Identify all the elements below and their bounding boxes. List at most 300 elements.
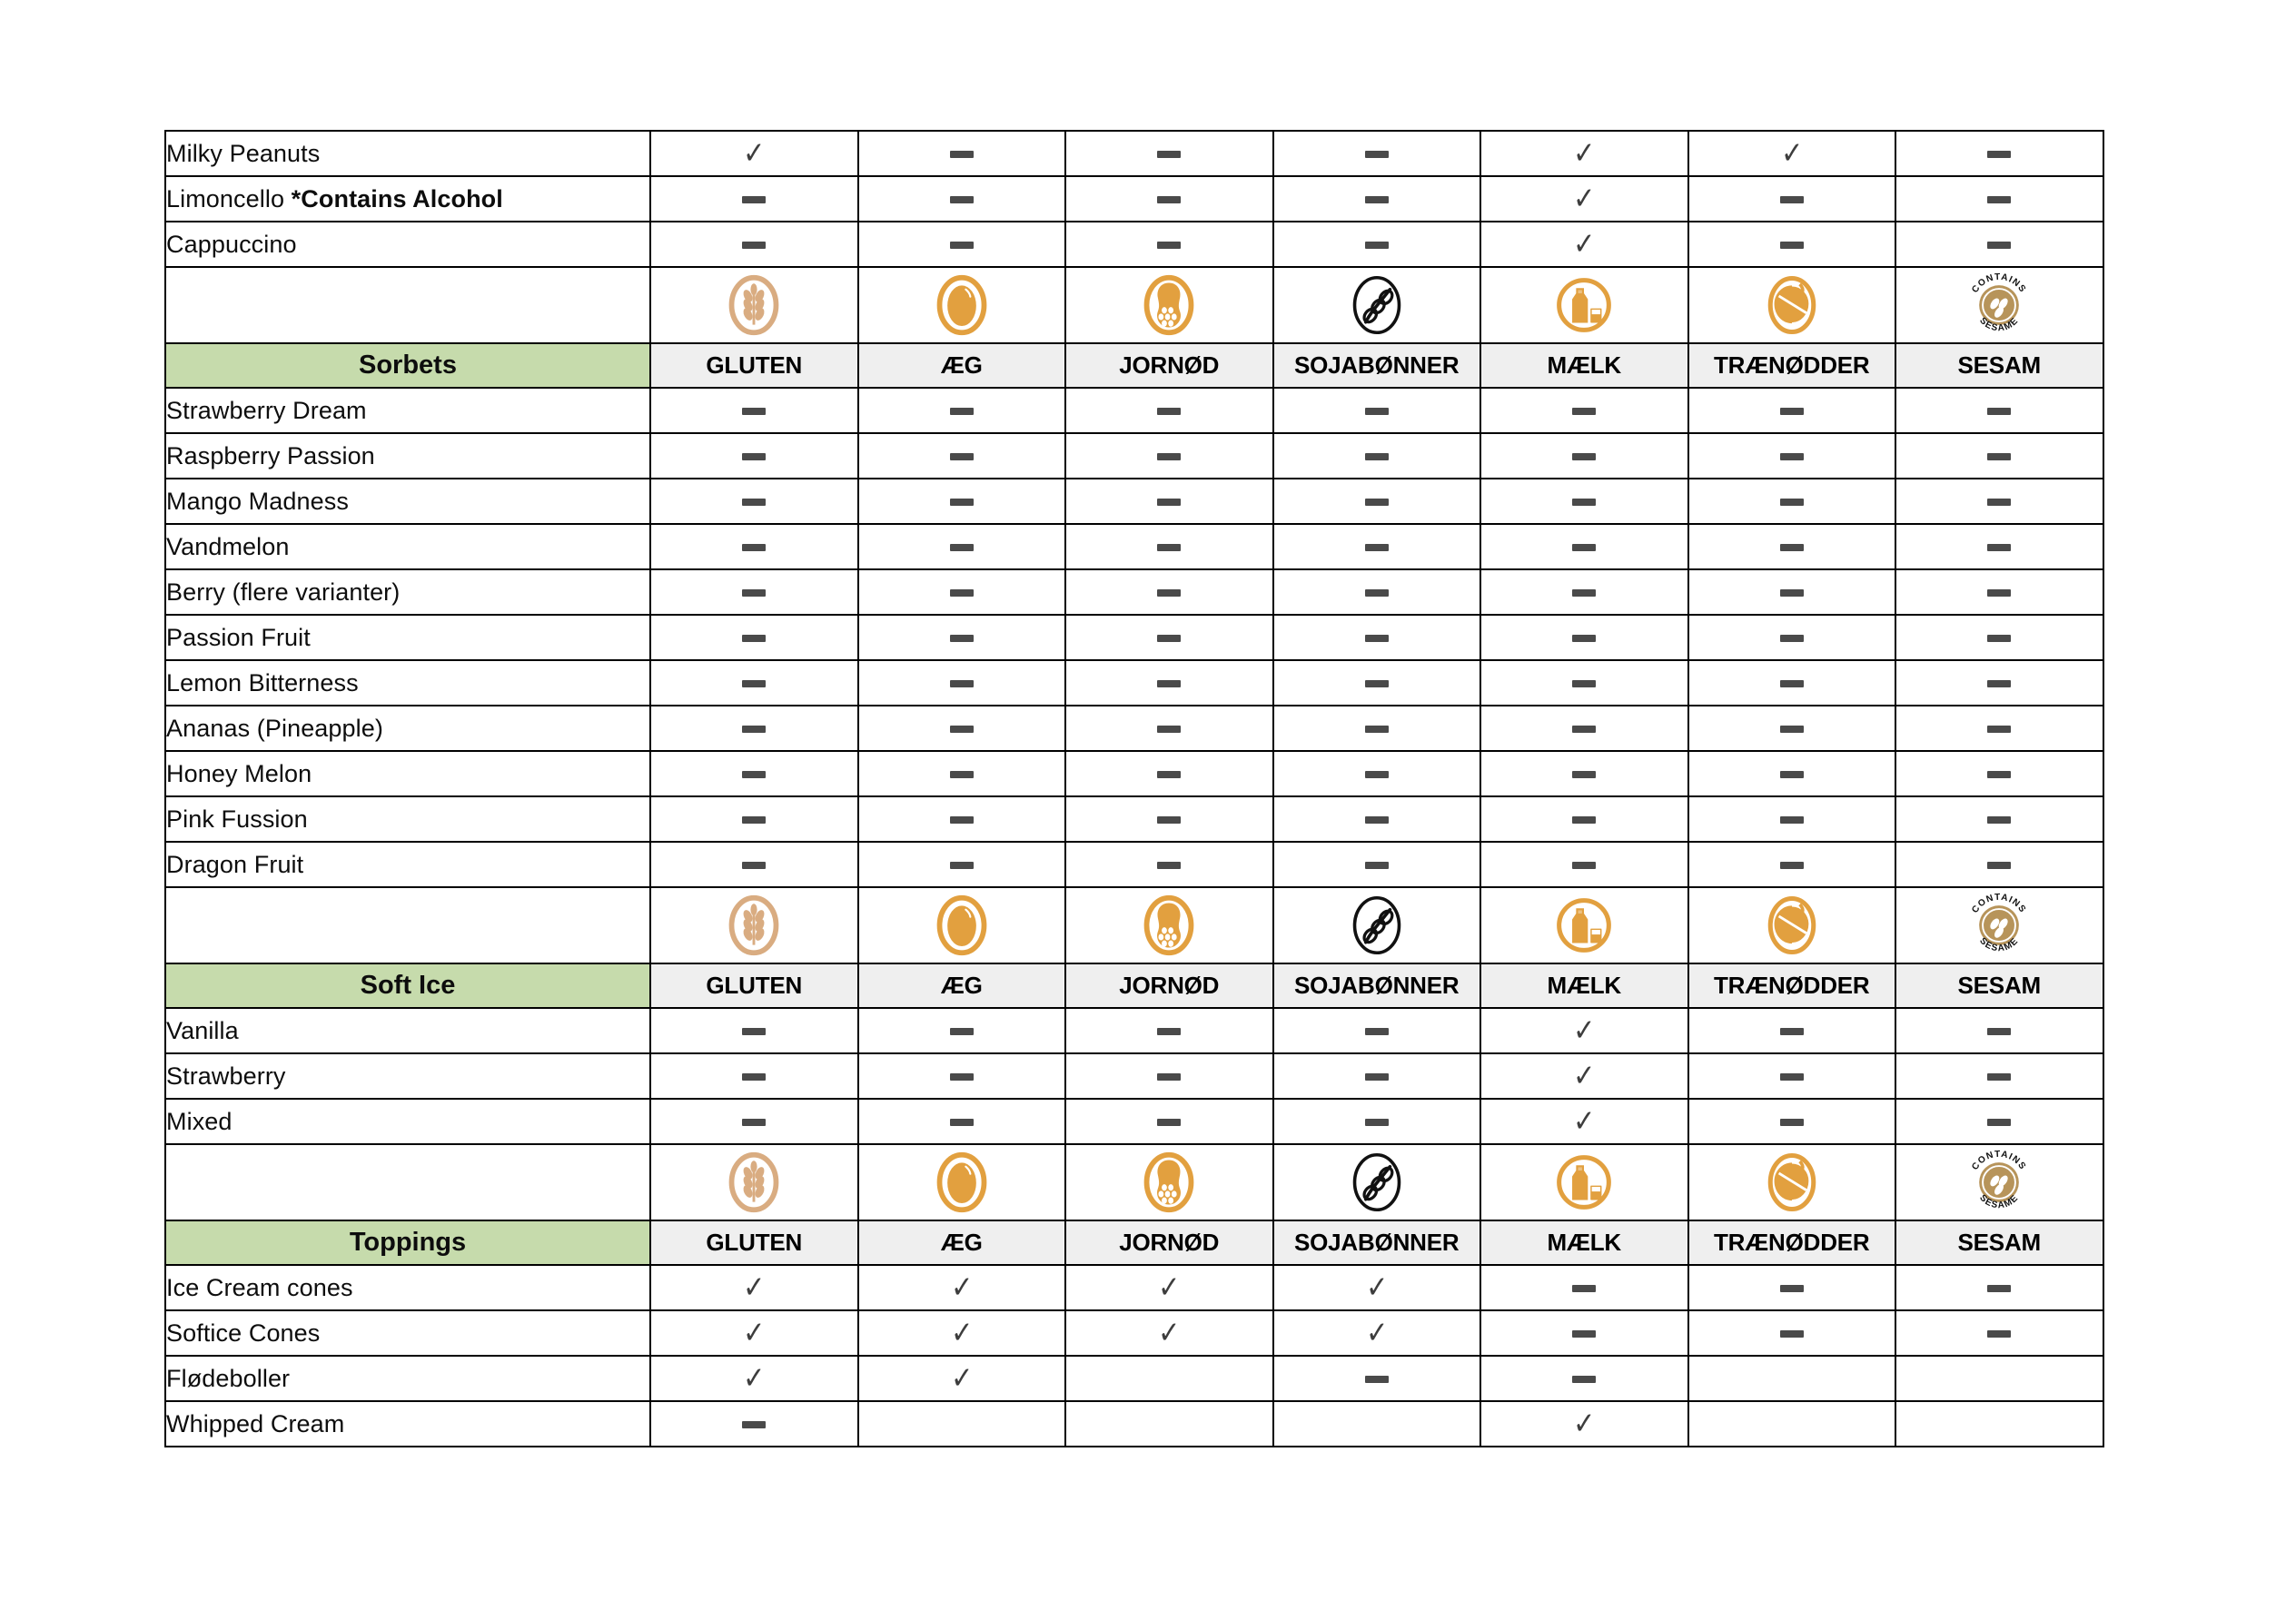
- egg-icon: [929, 1174, 995, 1190]
- allergen-cell-æg: [858, 569, 1066, 615]
- absent-dash-icon: [742, 1119, 766, 1126]
- allergen-cell-sesam: [1895, 176, 2103, 222]
- allergen-header-mælk: MÆLK: [1480, 343, 1688, 388]
- table-row: [165, 479, 2103, 524]
- absent-dash-icon: [1572, 771, 1596, 778]
- allergen-icon-cell: [1273, 1144, 1481, 1220]
- allergen-cell-æg: [858, 176, 1066, 222]
- allergen-cell-trænødder: [1688, 1310, 1896, 1356]
- absent-dash-icon: [950, 544, 974, 551]
- section-header-row: [165, 343, 2103, 388]
- allergen-cell-sesam: [1895, 706, 2103, 751]
- section-title: Sorbets: [165, 343, 650, 388]
- absent-dash-icon: [1157, 408, 1181, 415]
- allergen-cell-gluten: [650, 706, 858, 751]
- milk-icon: [1551, 297, 1617, 312]
- allergen-cell-æg: [858, 1099, 1066, 1144]
- absent-dash-icon: [1780, 1073, 1804, 1081]
- allergen-cell-jornød: [1065, 1310, 1273, 1356]
- allergen-header-sesam: SESAM: [1895, 963, 2103, 1008]
- allergen-cell-sojabønner: [1273, 1099, 1481, 1144]
- section-header-row: [165, 963, 2103, 1008]
- soybean-icon: [1344, 297, 1410, 312]
- absent-dash-icon: [950, 151, 974, 158]
- absent-dash-icon: [1572, 544, 1596, 551]
- allergen-cell-æg: [858, 1053, 1066, 1099]
- allergen-cell-sojabønner: [1273, 796, 1481, 842]
- treenut-icon: [1759, 917, 1825, 933]
- allergen-cell-sojabønner: [1273, 1008, 1481, 1053]
- allergen-icon-cell: [1273, 887, 1481, 963]
- allergen-cell-jornød: [1065, 1008, 1273, 1053]
- svg-text:CONTAINS: CONTAINS: [1970, 892, 2029, 915]
- peanut-icon: [1136, 297, 1202, 312]
- allergen-header-mælk: MÆLK: [1480, 963, 1688, 1008]
- absent-dash-icon: [1780, 242, 1804, 249]
- contains-check-icon: ✓: [1573, 1012, 1596, 1049]
- item-name-cell: Passion Fruit: [165, 615, 650, 660]
- item-name-cell: Ice Cream cones: [165, 1265, 650, 1310]
- allergen-icon-row: [165, 267, 2103, 343]
- allergen-cell-æg: [858, 1356, 1066, 1401]
- absent-dash-icon: [950, 499, 974, 506]
- absent-dash-icon: [1780, 726, 1804, 733]
- absent-dash-icon: [1365, 862, 1389, 869]
- allergen-cell-sojabønner: [1273, 1053, 1481, 1099]
- allergen-cell-sojabønner: [1273, 222, 1481, 267]
- absent-dash-icon: [742, 771, 766, 778]
- absent-dash-icon: [950, 453, 974, 460]
- item-name-cell: Dragon Fruit: [165, 842, 650, 887]
- item-name-cell: Raspberry Passion: [165, 433, 650, 479]
- item-name-cell: Vandmelon: [165, 524, 650, 569]
- allergen-cell-sojabønner: [1273, 660, 1481, 706]
- svg-text:SESAME: SESAME: [1977, 315, 2022, 334]
- wheat-icon: [721, 1174, 787, 1190]
- contains-check-icon: ✓: [743, 1360, 766, 1397]
- allergen-icon-cell: [650, 887, 858, 963]
- absent-dash-icon: [1157, 816, 1181, 824]
- soybean-icon: [1344, 917, 1410, 933]
- allergen-cell-sojabønner: [1273, 706, 1481, 751]
- absent-dash-icon: [1572, 726, 1596, 733]
- svg-text:SESAME: SESAME: [1977, 1192, 2022, 1211]
- allergen-cell-gluten: [650, 842, 858, 887]
- allergen-cell-æg: [858, 524, 1066, 569]
- absent-dash-icon: [1365, 635, 1389, 642]
- absent-dash-icon: [1365, 680, 1389, 687]
- allergen-icon-cell: [650, 1144, 858, 1220]
- item-name-cell: Strawberry Dream: [165, 388, 650, 433]
- allergen-cell-trænødder: [1688, 796, 1896, 842]
- allergen-cell-trænødder: [1688, 479, 1896, 524]
- allergen-cell-gluten: [650, 1356, 858, 1401]
- icon-row-spacer: [165, 1144, 650, 1220]
- milk-icon: [1551, 917, 1617, 933]
- absent-dash-icon: [1365, 589, 1389, 597]
- allergen-cell-sojabønner: [1273, 1265, 1481, 1310]
- allergen-icon-cell: [858, 887, 1066, 963]
- allergen-header-gluten: GLUTEN: [650, 1220, 858, 1265]
- contains-check-icon: ✓: [1158, 1269, 1181, 1306]
- allergen-icon-cell: [1688, 1144, 1896, 1220]
- allergen-cell-sesam: [1895, 524, 2103, 569]
- svg-text:SESAME: SESAME: [1977, 935, 2022, 954]
- absent-dash-icon: [1365, 196, 1389, 203]
- absent-dash-icon: [1987, 726, 2011, 733]
- allergen-cell-æg: [858, 388, 1066, 433]
- sesame-icon: [1964, 1149, 2034, 1211]
- peanut-icon: [1136, 1174, 1202, 1190]
- allergen-header-æg: ÆG: [858, 963, 1066, 1008]
- allergen-icon-cell: [650, 267, 858, 343]
- absent-dash-icon: [1780, 816, 1804, 824]
- item-name-cell: Pink Fussion: [165, 796, 650, 842]
- sesame-icon: [1964, 272, 2034, 334]
- absent-dash-icon: [742, 196, 766, 203]
- contains-check-icon: ✓: [1780, 135, 1803, 172]
- allergen-table: [164, 130, 2104, 1447]
- absent-dash-icon: [1157, 453, 1181, 460]
- allergen-cell-gluten: [650, 569, 858, 615]
- allergen-cell-mælk: [1480, 569, 1688, 615]
- section-title: Toppings: [165, 1220, 650, 1265]
- contains-check-icon: ✓: [743, 135, 766, 172]
- egg-icon: [929, 917, 995, 933]
- item-name-cell: Honey Melon: [165, 751, 650, 796]
- absent-dash-icon: [950, 862, 974, 869]
- allergen-cell-jornød: [1065, 433, 1273, 479]
- item-name-note: *Contains Alcohol: [291, 184, 503, 212]
- allergen-icon-cell: [1895, 1144, 2103, 1220]
- absent-dash-icon: [950, 816, 974, 824]
- allergen-cell-æg: [858, 131, 1066, 176]
- absent-dash-icon: [1365, 1073, 1389, 1081]
- allergen-cell-sesam: [1895, 1053, 2103, 1099]
- allergen-cell-jornød: [1065, 176, 1273, 222]
- allergen-icon-row: [165, 887, 2103, 963]
- absent-dash-icon: [950, 1073, 974, 1081]
- absent-dash-icon: [1365, 499, 1389, 506]
- table-row: [165, 660, 2103, 706]
- allergen-cell-trænødder: [1688, 706, 1896, 751]
- absent-dash-icon: [1987, 242, 2011, 249]
- allergen-header-gluten: GLUTEN: [650, 343, 858, 388]
- absent-dash-icon: [1780, 1330, 1804, 1338]
- allergen-cell-sesam: [1895, 660, 2103, 706]
- allergen-cell-trænødder: [1688, 176, 1896, 222]
- absent-dash-icon: [1987, 453, 2011, 460]
- absent-dash-icon: [1157, 151, 1181, 158]
- allergen-cell-sesam: [1895, 131, 2103, 176]
- icon-row-spacer: [165, 887, 650, 963]
- absent-dash-icon: [1987, 1028, 2011, 1035]
- svg-text:CONTAINS: CONTAINS: [1970, 272, 2029, 295]
- absent-dash-icon: [1572, 862, 1596, 869]
- absent-dash-icon: [742, 499, 766, 506]
- absent-dash-icon: [1987, 1330, 2011, 1338]
- allergen-cell-mælk: [1480, 1401, 1688, 1447]
- allergen-cell-sesam: [1895, 1099, 2103, 1144]
- absent-dash-icon: [742, 1028, 766, 1035]
- absent-dash-icon: [1157, 196, 1181, 203]
- allergen-cell-mælk: [1480, 1053, 1688, 1099]
- allergen-cell-trænødder: [1688, 1401, 1896, 1447]
- allergen-cell-jornød: [1065, 842, 1273, 887]
- allergen-cell-gluten: [650, 1265, 858, 1310]
- peanut-icon: [1136, 917, 1202, 933]
- absent-dash-icon: [1572, 635, 1596, 642]
- allergen-cell-trænødder: [1688, 1053, 1896, 1099]
- allergen-cell-sojabønner: [1273, 176, 1481, 222]
- allergen-icon-cell: [1895, 267, 2103, 343]
- allergen-cell-sojabønner: [1273, 751, 1481, 796]
- allergen-cell-sojabønner: [1273, 524, 1481, 569]
- allergen-cell-mælk: [1480, 388, 1688, 433]
- absent-dash-icon: [1157, 635, 1181, 642]
- table-row: [165, 1053, 2103, 1099]
- item-name-cell: Cappuccino: [165, 222, 650, 267]
- allergen-cell-jornød: [1065, 1401, 1273, 1447]
- allergen-cell-mælk: [1480, 842, 1688, 887]
- allergen-cell-æg: [858, 751, 1066, 796]
- table-row: [165, 176, 2103, 222]
- absent-dash-icon: [1780, 453, 1804, 460]
- svg-text:CONTAINS: CONTAINS: [1970, 1149, 2029, 1172]
- contains-check-icon: ✓: [1365, 1269, 1388, 1306]
- allergen-cell-sesam: [1895, 569, 2103, 615]
- allergen-cell-mælk: [1480, 751, 1688, 796]
- absent-dash-icon: [1780, 589, 1804, 597]
- allergen-cell-gluten: [650, 524, 858, 569]
- table-row: [165, 1099, 2103, 1144]
- absent-dash-icon: [1572, 816, 1596, 824]
- allergen-cell-gluten: [650, 479, 858, 524]
- allergen-icon-cell: [1065, 887, 1273, 963]
- allergen-cell-gluten: [650, 433, 858, 479]
- allergen-header-mælk: MÆLK: [1480, 1220, 1688, 1265]
- item-name-cell: Flødeboller: [165, 1356, 650, 1401]
- egg-icon: [929, 297, 995, 312]
- absent-dash-icon: [1365, 408, 1389, 415]
- absent-dash-icon: [950, 680, 974, 687]
- allergen-cell-sesam: [1895, 1310, 2103, 1356]
- sesame-icon: [1964, 892, 2034, 954]
- absent-dash-icon: [1987, 635, 2011, 642]
- table-row: [165, 1356, 2103, 1401]
- allergen-header-æg: ÆG: [858, 343, 1066, 388]
- allergen-cell-trænødder: [1688, 1265, 1896, 1310]
- table-row: [165, 1401, 2103, 1447]
- allergen-cell-mælk: [1480, 796, 1688, 842]
- absent-dash-icon: [742, 242, 766, 249]
- absent-dash-icon: [1780, 499, 1804, 506]
- allergen-icon-cell: [1688, 267, 1896, 343]
- allergen-cell-sesam: [1895, 796, 2103, 842]
- wheat-icon: [721, 297, 787, 312]
- absent-dash-icon: [1157, 544, 1181, 551]
- table-row: [165, 615, 2103, 660]
- allergen-cell-jornød: [1065, 524, 1273, 569]
- absent-dash-icon: [1157, 680, 1181, 687]
- allergen-cell-mælk: [1480, 524, 1688, 569]
- allergen-cell-jornød: [1065, 796, 1273, 842]
- allergen-cell-trænødder: [1688, 131, 1896, 176]
- allergen-cell-mælk: [1480, 222, 1688, 267]
- absent-dash-icon: [1987, 680, 2011, 687]
- allergen-cell-gluten: [650, 1008, 858, 1053]
- absent-dash-icon: [1572, 1330, 1596, 1338]
- allergen-cell-sesam: [1895, 1401, 2103, 1447]
- allergen-header-trænødder: TRÆNØDDER: [1688, 963, 1896, 1008]
- allergen-header-sojabønner: SOJABØNNER: [1273, 1220, 1481, 1265]
- contains-check-icon: ✓: [743, 1269, 766, 1306]
- allergen-cell-gluten: [650, 1310, 858, 1356]
- absent-dash-icon: [1987, 151, 2011, 158]
- allergen-cell-trænødder: [1688, 1099, 1896, 1144]
- wheat-icon: [721, 917, 787, 933]
- allergen-header-æg: ÆG: [858, 1220, 1066, 1265]
- allergen-cell-jornød: [1065, 1356, 1273, 1401]
- allergen-cell-sesam: [1895, 1265, 2103, 1310]
- absent-dash-icon: [1572, 1376, 1596, 1383]
- absent-dash-icon: [1780, 771, 1804, 778]
- allergen-icon-cell: [1065, 267, 1273, 343]
- absent-dash-icon: [950, 242, 974, 249]
- allergen-cell-sojabønner: [1273, 433, 1481, 479]
- allergen-cell-æg: [858, 479, 1066, 524]
- absent-dash-icon: [1365, 544, 1389, 551]
- allergen-cell-gluten: [650, 1099, 858, 1144]
- allergen-cell-trænødder: [1688, 433, 1896, 479]
- contains-check-icon: ✓: [950, 1269, 973, 1306]
- item-name-cell: Mango Madness: [165, 479, 650, 524]
- allergen-cell-mælk: [1480, 1356, 1688, 1401]
- absent-dash-icon: [1572, 453, 1596, 460]
- table-row: [165, 1265, 2103, 1310]
- allergen-header-sesam: SESAM: [1895, 1220, 2103, 1265]
- absent-dash-icon: [1365, 726, 1389, 733]
- absent-dash-icon: [742, 635, 766, 642]
- allergen-cell-gluten: [650, 1053, 858, 1099]
- contains-check-icon: ✓: [1573, 1406, 1596, 1442]
- treenut-icon: [1759, 1174, 1825, 1190]
- allergen-cell-æg: [858, 1310, 1066, 1356]
- allergen-cell-jornød: [1065, 751, 1273, 796]
- allergen-cell-gluten: [650, 615, 858, 660]
- item-name-cell: Softice Cones: [165, 1310, 650, 1356]
- table-row: [165, 706, 2103, 751]
- allergen-icon-row: [165, 1144, 2103, 1220]
- absent-dash-icon: [1987, 589, 2011, 597]
- allergen-cell-gluten: [650, 131, 858, 176]
- allergen-header-jornød: JORNØD: [1065, 1220, 1273, 1265]
- allergen-cell-jornød: [1065, 1265, 1273, 1310]
- allergen-cell-sojabønner: [1273, 479, 1481, 524]
- absent-dash-icon: [1780, 544, 1804, 551]
- allergen-cell-sesam: [1895, 842, 2103, 887]
- item-name-cell: Berry (flere varianter): [165, 569, 650, 615]
- absent-dash-icon: [1157, 499, 1181, 506]
- contains-check-icon: ✓: [1158, 1315, 1181, 1351]
- allergen-cell-mælk: [1480, 479, 1688, 524]
- absent-dash-icon: [1987, 1119, 2011, 1126]
- contains-check-icon: ✓: [1573, 1103, 1596, 1140]
- absent-dash-icon: [742, 862, 766, 869]
- allergen-cell-trænødder: [1688, 569, 1896, 615]
- allergen-cell-jornød: [1065, 660, 1273, 706]
- absent-dash-icon: [1987, 1285, 2011, 1292]
- allergen-cell-æg: [858, 1265, 1066, 1310]
- table-row: [165, 1310, 2103, 1356]
- item-name-cell: Limoncello *Contains Alcohol: [165, 176, 650, 222]
- contains-check-icon: ✓: [1573, 1058, 1596, 1094]
- absent-dash-icon: [1780, 1119, 1804, 1126]
- allergen-cell-sojabønner: [1273, 388, 1481, 433]
- item-name-cell: Lemon Bitterness: [165, 660, 650, 706]
- absent-dash-icon: [742, 726, 766, 733]
- absent-dash-icon: [1987, 196, 2011, 203]
- allergen-cell-jornød: [1065, 706, 1273, 751]
- absent-dash-icon: [1780, 1285, 1804, 1292]
- allergen-cell-gluten: [650, 222, 858, 267]
- absent-dash-icon: [1365, 816, 1389, 824]
- allergen-cell-sesam: [1895, 388, 2103, 433]
- absent-dash-icon: [1365, 242, 1389, 249]
- absent-dash-icon: [1780, 635, 1804, 642]
- allergen-cell-mælk: [1480, 706, 1688, 751]
- allergen-cell-gluten: [650, 1401, 858, 1447]
- allergen-cell-sojabønner: [1273, 1356, 1481, 1401]
- absent-dash-icon: [1572, 1285, 1596, 1292]
- absent-dash-icon: [1157, 771, 1181, 778]
- allergen-icon-cell: [1480, 887, 1688, 963]
- allergen-cell-trænødder: [1688, 751, 1896, 796]
- absent-dash-icon: [1572, 499, 1596, 506]
- allergen-cell-trænødder: [1688, 524, 1896, 569]
- absent-dash-icon: [742, 680, 766, 687]
- absent-dash-icon: [1365, 453, 1389, 460]
- allergen-cell-sesam: [1895, 751, 2103, 796]
- allergen-cell-æg: [858, 222, 1066, 267]
- absent-dash-icon: [950, 771, 974, 778]
- allergen-cell-trænødder: [1688, 388, 1896, 433]
- absent-dash-icon: [1572, 589, 1596, 597]
- absent-dash-icon: [1365, 151, 1389, 158]
- absent-dash-icon: [1157, 1119, 1181, 1126]
- item-name-cell: Whipped Cream: [165, 1401, 650, 1447]
- contains-check-icon: ✓: [743, 1315, 766, 1351]
- allergen-header-jornød: JORNØD: [1065, 963, 1273, 1008]
- table-row: [165, 751, 2103, 796]
- allergen-icon-cell: [858, 1144, 1066, 1220]
- allergen-icon-cell: [1480, 267, 1688, 343]
- allergen-cell-mælk: [1480, 1310, 1688, 1356]
- allergen-cell-trænødder: [1688, 222, 1896, 267]
- absent-dash-icon: [1157, 862, 1181, 869]
- absent-dash-icon: [950, 1028, 974, 1035]
- allergen-icon-cell: [1895, 887, 2103, 963]
- allergen-icon-cell: [858, 267, 1066, 343]
- allergen-cell-sojabønner: [1273, 842, 1481, 887]
- item-name-cell: Vanilla: [165, 1008, 650, 1053]
- allergen-cell-sojabønner: [1273, 1401, 1481, 1447]
- absent-dash-icon: [1157, 242, 1181, 249]
- absent-dash-icon: [950, 196, 974, 203]
- item-name-cell: Milky Peanuts: [165, 131, 650, 176]
- allergen-cell-jornød: [1065, 1099, 1273, 1144]
- absent-dash-icon: [1987, 408, 2011, 415]
